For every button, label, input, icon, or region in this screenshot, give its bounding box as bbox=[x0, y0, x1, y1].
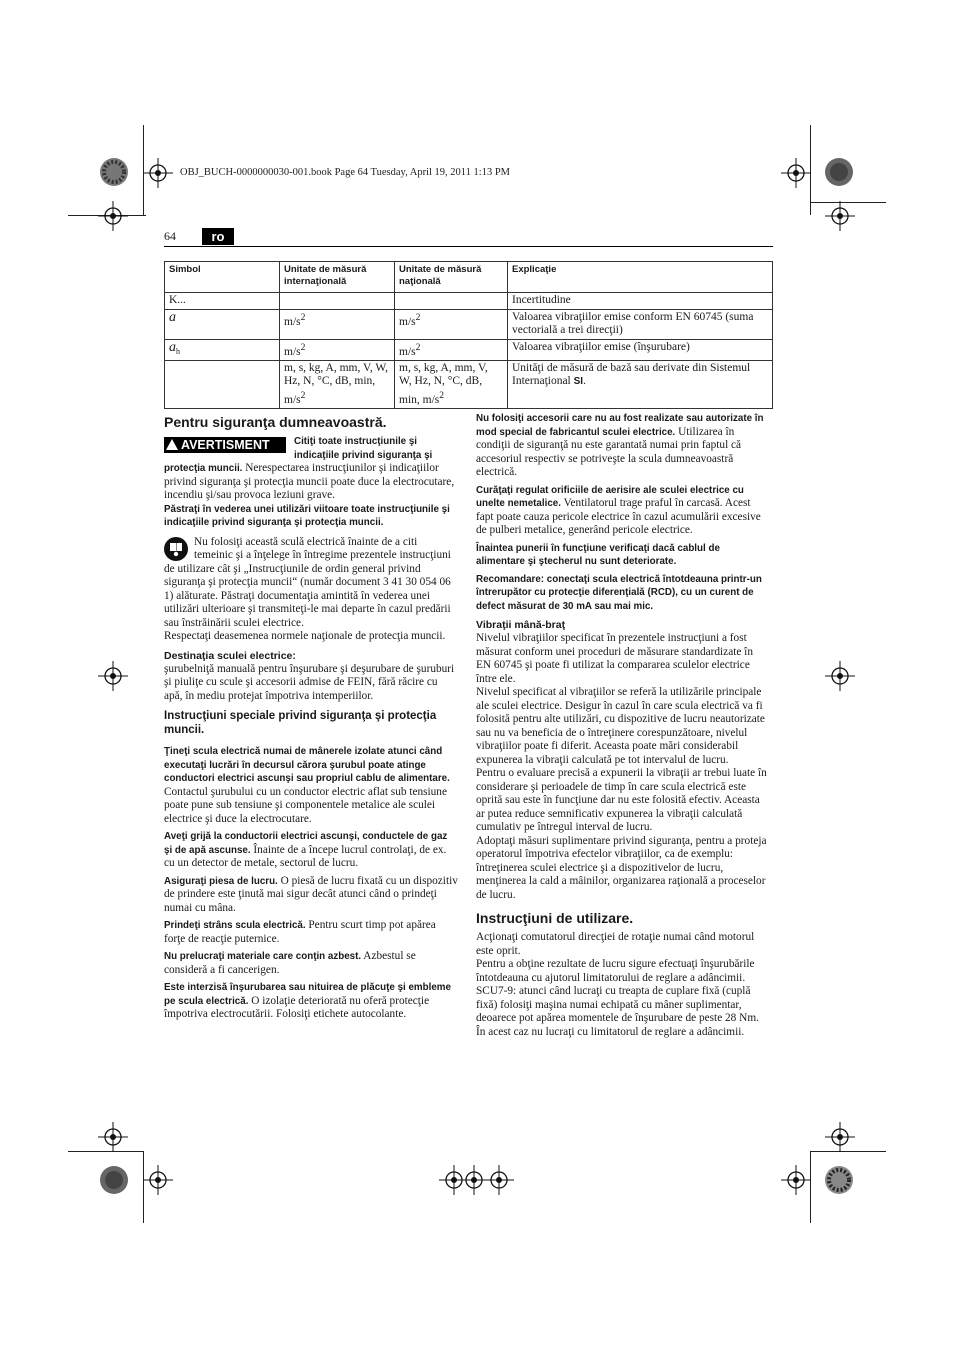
color-target-icon bbox=[824, 157, 854, 187]
warning-paragraph bbox=[164, 435, 458, 503]
registration-crosshair-icon bbox=[825, 201, 855, 231]
header-rule bbox=[164, 246, 773, 247]
safety-bold-text: Recomandare: conectaţi scula electrică întotdeauna printr-un întrerupător cu protecţie diferenţială (RCD), cu un curent de defect măsurat de 30 mA sau mai mic. bbox=[476, 573, 762, 612]
safety-bold-text: Asiguraţi piesa de lucru. bbox=[164, 875, 278, 887]
table-cell bbox=[395, 293, 508, 310]
table-row bbox=[165, 293, 773, 310]
unit-exponent: 2 bbox=[300, 389, 306, 401]
warning-triangle-icon bbox=[166, 439, 178, 450]
left-column bbox=[164, 414, 458, 1022]
symbol-subscript: h bbox=[176, 346, 180, 356]
safety-bold-text: Nu prelucraţi materiale care conţin azbest. bbox=[164, 951, 362, 962]
table-cell bbox=[165, 309, 280, 339]
vibration-title: Vibraţii mână-braţ bbox=[476, 619, 566, 631]
table-cell bbox=[508, 360, 773, 408]
registration-crosshair-icon bbox=[143, 1165, 173, 1195]
intended-use-text: şurubelniţă manuală pentru înşurubare şi deşurubare de şuruburi şi piuliţe cu scule şi accesorii admise de FEIN, fără răcire cu apă, în mediu protejat împotriva intemperiilor. bbox=[164, 662, 455, 702]
unit-text: m/s bbox=[399, 345, 416, 358]
safety-bold-text: Curăţaţi regulat orificiile de aerisire ale sculei electrice cu unelte nemetalice. bbox=[476, 484, 744, 509]
unit-text: m/s bbox=[284, 345, 301, 358]
safety-paragraph bbox=[476, 412, 770, 480]
registration-crosshair-icon bbox=[781, 158, 811, 188]
registration-crosshair-icon bbox=[98, 201, 128, 231]
table-header: Explicaţie bbox=[508, 262, 773, 293]
safety-text: Utilizarea în condiţii de siguranţă nu este garantată numai prin faptul că accesoriul respectiv se potriveşte la scula dumneavoastră electrică. bbox=[476, 425, 742, 478]
registration-crosshair-icon bbox=[484, 1165, 514, 1195]
table-cell: K... bbox=[165, 293, 280, 310]
unit-exponent: 2 bbox=[300, 311, 306, 323]
vibration-paragraph: Nivelul specificat al vibraţiilor se referă la utilizările principale ale sculei electrice. Desigur în cazul în care scula electrică va fi folosită pentru alte utilizări, cu dispozitive de lucru neautorizate sau nu va beneficia de o întreţinere corespunzătoare, nivelul vibraţiilor poate fi diferit. Aceasta poate mări considerabil expunerea la vibraţii calculată pe tot intervalul de lucru. bbox=[476, 686, 765, 766]
table-row bbox=[165, 309, 773, 339]
vibration-paragraph: Nivelul vibraţiilor specificat în prezentele instrucţiuni a fost măsurat conform unei proceduri de măsurare standardizate în EN 60745 şi poate fi utilizat la compararea sculelor electrice între ele. bbox=[476, 632, 753, 685]
unit-text: m/s bbox=[399, 315, 416, 328]
table-cell bbox=[280, 309, 395, 339]
safety-text: O piesă de lucru fixată cu un dispozitiv de prindere este ţinută mai sigur decât atunci când o prindeţi numai cu mâna. bbox=[164, 874, 458, 914]
safety-paragraph bbox=[164, 919, 458, 946]
language-badge: ro bbox=[202, 228, 234, 245]
usage-paragraph: SCU7-9: atunci când lucraţi cu treapta de cuplare fixă (cuplă fixă) folosiţi maşina numai echipată cu mâner suplimentar, deoarece pot apărea momentele de înşurubare de peste 28 Nm. În acest caz nu lucraţi cu limitatorul de reglare a adâncimii. bbox=[476, 985, 759, 1038]
table-cell bbox=[165, 339, 280, 360]
intended-use-title: Destinaţia sculei electrice: bbox=[164, 649, 296, 662]
safety-paragraph bbox=[164, 981, 458, 1022]
safety-text: Pentru scurt timp pot apărea forţe de reacţie puternice. bbox=[164, 919, 436, 945]
table-cell bbox=[280, 339, 395, 360]
explanation-text: Unităţi de măsură de bază sau derivate din Sistemul Internaţional bbox=[512, 361, 751, 388]
unit-text: m, s, kg, A, mm, V, W, Hz, N, °C, dB, min, m/s bbox=[399, 361, 488, 406]
unit-exponent: 2 bbox=[415, 341, 421, 353]
read-manual-text: Nu folosiţi această sculă electrică înainte de a citi temeinic şi a înţelege în întregime prezentele instrucţiuni de utilizare cât şi „Instrucţiunile de ordin general privind siguranţa şi protecţia muncii“ (număr document 3 41 30 054 06 1) alăturate. Păstraţi documentaţia amintită în vederea unei utilizări ulterioare şi transmiteţi-le mai departe în cazul predării sau înstrăinării sculei electrice. bbox=[164, 535, 451, 629]
table-cell: Valoarea vibraţiilor emise (înşurubare) bbox=[508, 339, 773, 360]
usage-title: Instrucţiuni de utilizare. bbox=[476, 910, 634, 926]
warning-label: AVERTISMENT bbox=[181, 438, 270, 452]
table-cell bbox=[280, 293, 395, 310]
table-cell bbox=[395, 360, 508, 408]
color-target-icon bbox=[99, 1165, 129, 1195]
registration-crosshair-icon bbox=[98, 661, 128, 691]
registration-crosshair-icon bbox=[143, 158, 173, 188]
safety-text: Înainte de a începe lucrul controlaţi, de ex. cu un detector de metale, sectorul de lucru. bbox=[164, 843, 447, 869]
table-cell bbox=[280, 360, 395, 408]
safety-paragraph bbox=[164, 950, 458, 977]
safety-bold-text: Înaintea punerii în funcţiune verificaţi dacă cablul de alimentare şi ştecherul nu sunt deteriorate. bbox=[476, 542, 720, 567]
table-header: Unitate de măsură internaţională bbox=[280, 262, 395, 293]
safety-bold-text: Aveţi grijă la conductorii electrici ascunşi, conductele de gaz şi de apă ascunse. bbox=[164, 831, 448, 856]
unit-exponent: 2 bbox=[439, 389, 445, 401]
table-cell bbox=[395, 339, 508, 360]
keep-instructions-text: Păstraţi în vederea unei utilizări viitoare toate instrucţiunile şi indicaţiile privind siguranţa şi protecţia muncii. bbox=[164, 503, 450, 528]
explanation-end: . bbox=[583, 375, 586, 388]
table-header: Unitate de măsură naţională bbox=[395, 262, 508, 293]
vibration-paragraph: Pentru o evaluare precisă a expunerii la vibraţii ar trebui luate în considerare şi perioadele de timp în care scula electrică este oprită sau este în funcţiune dar nu este folosită efectiv. Aceasta ar putea reduce semnificativ expunerea la vibraţii calculată cumulativ pe întregul interval de lucru. bbox=[476, 767, 767, 833]
table-header: Simbol bbox=[165, 262, 280, 293]
national-rules-text: Respectaţi deasemenea normele naţionale de protecţia muncii. bbox=[164, 630, 446, 642]
warning-badge bbox=[164, 437, 286, 453]
unit-exponent: 2 bbox=[415, 311, 421, 323]
unit-text: m/s bbox=[284, 315, 301, 328]
safety-title: Pentru siguranţa dumneavoastră. bbox=[164, 414, 387, 430]
read-manual-paragraph bbox=[164, 536, 458, 631]
safety-bold-text: Ţineţi scula electrică numai de mânerele izolate atunci când executaţi lucrări în decursul cărora şurubul poate atinge conductori electrici ascunşi sau propriul cablu de alimentare. bbox=[164, 746, 450, 784]
registration-crosshair-icon bbox=[98, 1122, 128, 1152]
table-row bbox=[165, 360, 773, 408]
table-row bbox=[165, 339, 773, 360]
registration-crosshair-icon bbox=[781, 1165, 811, 1195]
symbol-table bbox=[164, 261, 773, 409]
symbol-a: a bbox=[169, 339, 176, 355]
symbol-a: a bbox=[169, 309, 176, 325]
safety-paragraph bbox=[164, 875, 458, 916]
safety-paragraph bbox=[164, 830, 458, 871]
safety-text: Contactul şurubului cu un conductor electric aflat sub tensiune poate pune sub tensiune şi componentele metalice ale sculei electrice şi duce la electrocutare. bbox=[164, 785, 447, 825]
safety-text: Ventilatorul trage praful în carcasă. Acest fapt poate cauza pericole electrice în cazul acumulării excesive de pulberi metalice, generând pericole electrice. bbox=[476, 497, 761, 536]
safety-paragraph bbox=[476, 484, 770, 538]
safety-bold-text: Nu folosiţi accesorii care nu au fost realizate sau autorizate în mod special de fabricantul sculei electrice. bbox=[476, 413, 764, 438]
table-cell: Incertitudine bbox=[508, 293, 773, 310]
safety-text: Azbestul se consideră a fi cancerigen. bbox=[164, 950, 416, 976]
unit-text: m, s, kg, A, mm, V, W, Hz, N, °C, dB, min, m/s bbox=[284, 361, 389, 406]
safety-paragraph bbox=[164, 745, 458, 826]
explanation-bold: SI bbox=[573, 376, 584, 388]
registration-crosshair-icon bbox=[825, 1122, 855, 1152]
book-header: OBJ_BUCH-0000000030-001.book Page 64 Tuesday, April 19, 2011 1:13 PM bbox=[180, 167, 510, 178]
safety-bold-text: Este interzisă înşurubarea sau nituirea de plăcuţe şi embleme pe scula electrică. bbox=[164, 982, 451, 1007]
registration-crosshair-icon bbox=[825, 661, 855, 691]
safety-bold-text: Prindeţi strâns scula electrică. bbox=[164, 920, 306, 931]
right-column bbox=[476, 412, 770, 1039]
color-target-icon bbox=[99, 157, 129, 187]
table-cell bbox=[165, 360, 280, 408]
warning-bold-text: Citiţi toate instrucţiunile şi indicaţiile privind siguranţa şi protecţia muncii. bbox=[164, 436, 433, 474]
page-number: 64 bbox=[164, 229, 176, 243]
warning-text: Nerespectarea instrucţiunilor şi indicaţiilor privind siguranţa şi protecţia muncii poate duce la electrocutare, incendiu şi/sau provoca leziuni grave. bbox=[164, 462, 455, 501]
usage-paragraph: Pentru a obţine rezultate de lucru sigure efectuaţi înşurubările întotdeauna cu ajutorul limitatorului de reglare a adâncimii. bbox=[476, 958, 755, 984]
color-target-icon bbox=[824, 1165, 854, 1195]
safety-text: O izolaţie deteriorată nu oferă protecţie împotriva electrocutării. Folosiţi etichete autocolante. bbox=[164, 994, 430, 1020]
unit-exponent: 2 bbox=[300, 341, 306, 353]
table-cell: Valoarea vibraţiilor emise conform EN 60745 (suma vectorială a trei direcţii) bbox=[508, 309, 773, 339]
read-manual-icon bbox=[164, 537, 188, 561]
vibration-paragraph: Adoptaţi măsuri suplimentare privind siguranţa, pentru a proteja operatorul împotriva efectelor vibraţiilor, ca de exemplu: întreţinerea sculei electrice şi a dispozitivelor de lucru, menţinerea la cald a mâinilor, organizarea raţională a proceselor de lucru. bbox=[476, 834, 767, 901]
table-cell bbox=[395, 309, 508, 339]
special-instructions-title: Instrucţiuni speciale privind siguranţa şi protecţia muncii. bbox=[164, 710, 437, 736]
table-header-row bbox=[165, 262, 773, 293]
usage-paragraph: Acţionaţi comutatorul direcţiei de rotaţie numai când motorul este oprit. bbox=[476, 931, 755, 957]
